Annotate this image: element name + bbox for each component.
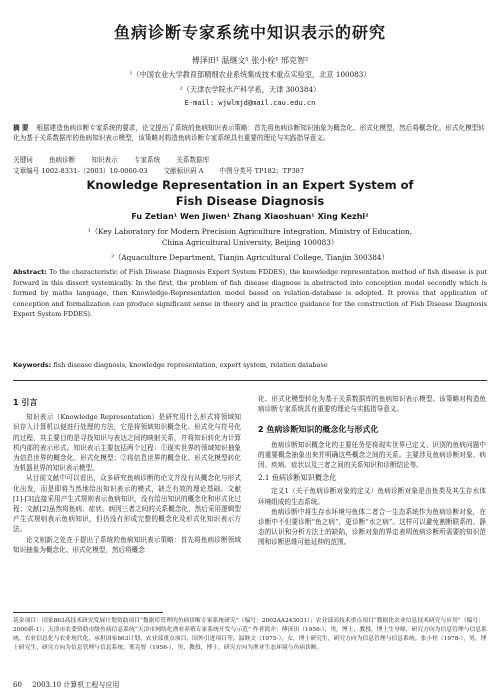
english-title-line-2: Fish Disease Diagnosis	[175, 194, 325, 208]
section-divider	[13, 380, 487, 381]
english-title-line-1: Knowledge Representation in an Expert System of	[86, 178, 414, 192]
keyword: 关系数据库	[176, 156, 210, 164]
document-code: 文献标识码 A	[163, 167, 204, 175]
english-keywords	[13, 360, 487, 371]
article-number: 文章编号 1002-8331-（2003）10-0060-03	[13, 167, 148, 175]
english-affiliation-1	[0, 226, 500, 248]
english-abstract	[13, 267, 487, 320]
subsection-heading-2-1: 2.1 鱼病诊断知识概念化	[258, 473, 337, 483]
chinese-abstract	[13, 123, 487, 143]
chinese-affiliation-2: ²（天津农学院水产科学系，天津 300384）	[179, 85, 321, 94]
english-title	[0, 177, 500, 209]
english-keywords-label: Keywords:	[13, 361, 52, 369]
chinese-abstract-text: 根据建造鱼病诊断专家系统的要求，论文提出了系统的鱼病知识表示策略：首先将鱼病诊断知识抽象为概念化、形式化模型，然后将概念化、形式化模型转化为基于关系数据库的鱼病知识表示模型，该策略对构造鱼病诊断专家系统具有重要的理论与实践指导意义。	[13, 124, 485, 142]
page-number: 60	[13, 681, 22, 689]
classification-number: 中图分类号 TP182；TP387	[219, 167, 305, 175]
paragraph: 化、形式化模型转化为基于关系数据库的鱼病知识表示模型。该策略对构造鱼病诊断专家系统具有重要的理论与实践指导意义。	[258, 395, 486, 414]
paragraph: 知识表示（Knowledge Representation）是研究用什么形式将领域知识存入计算机以便进行处理的方法，它是将领域知识概念化、形式化与符号化的过程，其主要目的是寻找知识与表达之间的映射关系，并将知识转化为计算机内部的表示形式。知识表示主要包括两个过程：①现实世界的领域知识抽象为信息世界的概念化、形式化模型；②将信息世界的概念化、形式化模型转化为机器世界的知识表示模型。	[13, 413, 241, 473]
author-email: E-mail: wjwlmjd@mail.cau.edu.cn	[184, 99, 316, 107]
chinese-authors: 傅泽田¹ 温继文¹ 张小栓¹ 邢克智²	[191, 56, 309, 65]
body-left-column	[13, 394, 241, 555]
paragraph: 论文则新之处在于提出了系统的鱼病知识表示策略：首先将鱼病诊断领域知识抽象为概念化、形式化模型，然后将概念	[13, 535, 241, 554]
section-heading-introduction: 1 引言	[13, 398, 38, 407]
chinese-title: 鱼病诊断专家系统中知识表示的研究	[113, 23, 386, 42]
keywords-label: 关键词	[13, 156, 33, 164]
english-affiliation-1-line-2: China Agricultural University, Beijing 100083）	[161, 238, 339, 247]
english-affiliation-1-line-1: ¹（Key Laboratory for Modern Precision Agriculture Integration, Ministry of Education,	[87, 227, 413, 236]
chinese-abstract-label: 摘 要	[13, 124, 29, 132]
english-abstract-text: To the characteristic of Fish Disease Diagnosis Expert System FDDES), the knowledge representation method of fish disease is put forward in this dissert systemically. In the first, the problem of fish disease diagnose is abstracted into conception model secondly which is formed by maths language, then Knowledge-Representation model based on relation-database is adopted. It proves that application of conception and formalization can produce significant sense in theory and in practice guidance for the construction of Fish Disease Diagnosis Expert System FDDES).	[13, 268, 487, 319]
body-right-column	[258, 394, 486, 548]
chinese-keywords	[13, 155, 487, 165]
keyword: 专家系统	[133, 156, 161, 164]
footnote-divider	[13, 612, 163, 613]
journal-issue: 2003.10 计算机工程与应用	[32, 681, 120, 689]
english-authors: Fu Zetian¹ Wen Jiwen¹ Zhang Xiaoshuan¹ Xing Kezhi²	[131, 212, 369, 221]
paragraph: 从目前文献中可以看出，众多研究鱼病诊断的论文并没有从概念化与形式化出发，而是即将当然地给出知识表示的模式，缺乏有效的理论基础。文献[1]-[3]直接采用产生式规则表示鱼病知识，没有给出知识的概念化和形式化过程；文献[2]虽然将鱼病、症状、病因三者之间的关系概念化，然后采用逻辑型产生式规则表示鱼病知识，但仍没有形成完整的概念化及形式化知识表示方法。	[13, 474, 241, 534]
page-footer	[13, 680, 119, 690]
english-keywords-text: fish disease diagnosis, knowledge representation, expert system, relation database	[53, 361, 328, 369]
section-heading-2: 2 鱼病诊断知识的概念化与形式化	[258, 425, 379, 435]
english-affiliation-2: ²（Aquaculture Department, Tianjin Agricultural College, Tianjin 300384）	[111, 253, 389, 262]
english-abstract-label: Abstract:	[13, 268, 47, 276]
chinese-affiliation-1: ¹（中国农业大学教育部精细农业系统集成技术重点实验室，北京 100083）	[129, 70, 371, 79]
paragraph: 鱼病诊断中将生存水环境与鱼体二者合一生态系统作为鱼病诊断对象，在诊断中不但要诊断“鱼之病”，更诊断“水之病”。这样可以避免割断联系的、静态的认识和分析方法上的缺陷，诊断对象的界定表明鱼病诊断所需要的知识范围和诊断思维可能延伸的范围。	[258, 507, 486, 547]
keyword: 鱼病诊断	[48, 156, 76, 164]
paragraph: 鱼病诊断知识概念化的主要任务是将现实世界已定义、识别的鱼病问题中的重要概念抽象出来并明确这些概念之间的关系。主要涉及鱼病诊断对象、病因、疾病、症状以及三者之间的关系知识和诊断结论等。	[258, 440, 486, 470]
keyword: 知识表示	[91, 156, 118, 164]
footnote: 基金项目：国家863高技术研究发展计划资助项目“数据库管理的鱼病诊断专家系统研究”（编号：2002AA243031）；农业部高技术重点项目“数据化农业信息技术研究与应用”（编号：2000新-1）；天津市农委资助市级鱼病信息系统“天津市网络化渔业养殖专家系统开发与示范” 作者简介：傅泽田（1956-），男，博士，教授，博士生导师，研究方向为信息管理与信息系统、农业信息化与农业现代化，承担国家863计划、农业部重点项目、国外引进项目等。温继文（1975-），女，博士研究生，研究方向为信息管理与信息系统。张小栓（1978-），男，博士研究生，研究方向为信息管理与信息系统。邢克智（1956-），男，教授，博士，研究方向为渔业生态环境与鱼病诊断。	[13, 618, 487, 651]
article-metadata	[13, 166, 487, 176]
paragraph: 定义1（关于鱼病诊断对象的定义）鱼病诊断对象是由鱼类及其生存水体环境组成的生态系统。	[258, 487, 486, 506]
